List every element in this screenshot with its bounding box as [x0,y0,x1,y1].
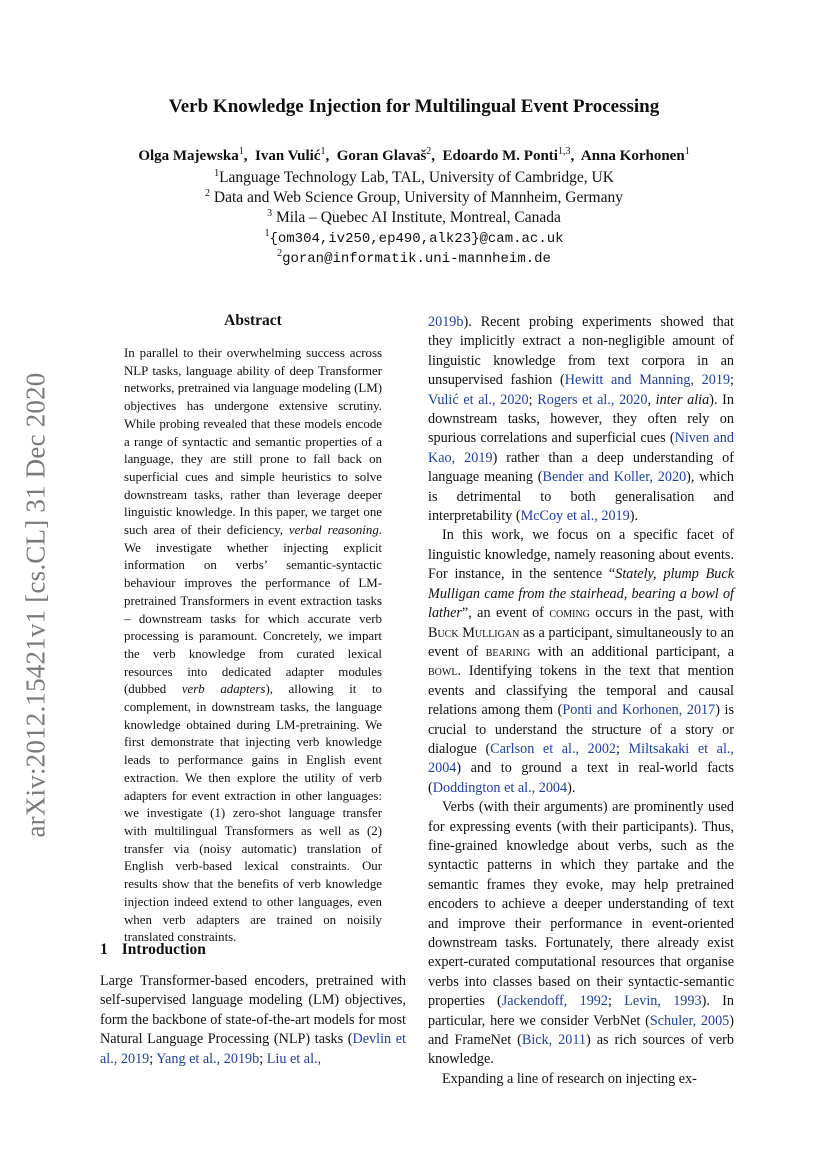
citation-link[interactable]: Miltsakaki et al., 2004 [428,740,734,777]
author: Olga Majewska [138,148,239,164]
author: Edoardo M. Ponti [442,148,558,164]
affiliation-2: $^2$ Data and Web Science Group, University of Mannheim, Germany [205,188,623,207]
email-1: $^1${om304,iv250,ep490,alk23}@cam.ac.uk [264,228,564,248]
citation-link[interactable]: Carlson et al., 2002 [490,740,617,757]
author: Ivan Vulić [254,148,321,164]
citation-link[interactable]: Jackendoff, 1992 [501,993,608,1010]
author-list: Olga Majewska$^1$, Ivan Vulić$^1$, Goran Glavaš$^2$, Edoardo M. Ponti$^{1,3}$, Anna Korhonen$^1$ [138,146,690,164]
paragraph: Expanding a line of research on injecting ex- [442,1070,697,1087]
paragraph: In this work, we focus on a specific facet of linguistic knowledge, namely reasoning about events. For instance, in the sentence “Stately, plump Buck Mulligan came from the stairhead, bearing a bowl of lather”, an event of coming occurs in the past, with Buck Mulligan as a participant, simultaneously to an event of bearing with an additional participant, a bowl. Identifying tokens in the text that mention events and classifying the temporal and causal relations among them (Ponti and Korhonen, 2017) is crucial to understand the structure of a story or dialogue (Carlson et al., 2002; Miltsakaki et al., 2004) and to ground a text in real-world facts (Doddington et al., 2004). [428,527,735,796]
arxiv-id: arXiv:2012.15421v1 [cs.CL] 31 Dec 2020 [20,372,51,838]
paper-title: Verb Knowledge Injection for Multilingual Event Processing [168,96,660,117]
email-2: $^2$goran@informatik.uni-mannheim.de [277,248,551,268]
citation-link[interactable]: Yang et al., 2019b [156,1050,260,1067]
citation-link[interactable]: Liu et al., [266,1050,322,1067]
paragraph: Large Transformer-based encoders, pretrained with self-supervised language modeling (LM) objectives, form the backbone of state-of-the-art models for most Natural Language Processing (NLP) tasks (Devlin et al., 2019; Yang et al., 2019b; Liu et al., [100,973,406,1067]
paragraph: 2019b). Recent probing experiments showed that they implicitly extract a non-negligible amount of linguistic knowledge from text corpora in an unsupervised fashion (Hewitt and Manning, 2019; Vulić et al., 2020; Rogers et al., 2020, inter alia). In downstream tasks, however, they often rely on spurious correlations and superficial cues (Niven and Kao, 2019) rather than a deep understanding of language meaning (Bender and Koller, 2020), which is detrimental to both generalisation and interpretability (McCoy et al., 2019). [428,314,735,525]
citation-link[interactable]: Schuler, 2005 [649,1012,730,1029]
citation-link[interactable]: Rogers et al., 2020 [537,391,648,408]
affiliation-1: $^1$Language Technology Lab, TAL, University of Cambridge, UK [214,168,614,187]
affiliation-3: $^3$ Mila – Quebec AI Institute, Montreal, Canada [267,208,561,227]
citation-link[interactable]: Ponti and Korhonen, 2017 [562,702,716,719]
paragraph: Verbs (with their arguments) are prominently used for expressing events (with their participants). Thus, fine-grained knowledge about verbs, such as the syntactic patterns in which they partake and the semantic frames they evoke, may help pretrained encoders to achieve a deeper understanding of text and improve their performance in event-oriented downstream tasks. Fortunately, there already exist expert-curated computational resources that organise verbs into classes based on their syntactic-semantic properties (Jackendoff, 1992; Levin, 1993). In particular, here we consider VerbNet (Schuler, 2005) and FrameNet (Bick, 2011) as rich sources of verb knowledge. [428,799,734,1068]
citation-link[interactable]: Vulić et al., 2020 [428,391,529,408]
citation-link[interactable]: Bender and Koller, 2020 [542,469,687,486]
abstract-heading: Abstract [224,312,282,329]
citation-link[interactable]: Levin, 1993 [624,993,702,1010]
intro-right-column [428,313,734,1089]
author: Goran Glavaš [336,148,427,164]
citation-link[interactable]: Devlin et al., 2019 [100,1031,406,1067]
intro-left-column [100,972,406,1069]
citation-link[interactable]: Doddington et al., 2004 [432,779,568,796]
citation-link[interactable]: Bick, 2011 [521,1032,587,1049]
citation-link[interactable]: McCoy et al., 2019 [520,508,630,525]
citation-link[interactable]: 2019b [428,314,464,330]
arxiv-sidebar-stamp [5,360,67,850]
citation-link[interactable]: Niven and Kao, 2019 [428,430,734,466]
abstract-text: In parallel to their overwhelming success across NLP tasks, language ability of deep Transformer networks, pretrained via language modeling (LM) objectives has undergone extensive scrutiny. While probing revealed that these models encode a range of syntactic and semantic properties of a language, they are still prone to fall back on superficial cues and simple heuristics to solve downstream tasks, rather than leverage deeper linguistic knowledge. In this paper, we target one such area of their deficiency, verbal reasoning. We investigate whether injecting explicit information on verbs’ semantic-syntactic behaviour improves the performance of LM-pretrained Transformers in event extraction tasks – downstream tasks for which accurate verb processing is paramount. Concretely, we impart the verb knowledge from curated lexical resources into dedicated adapter modules (dubbed verb adapters), allowing it to complement, in downstream tasks, the language knowledge obtained during LM-pretraining. We first demonstrate that injecting verb knowledge leads to performance gains in English event extraction. We then explore the utility of verb adapters for event extraction in other languages: we investigate (1) zero-shot language transfer with multilingual Transformers as well as (2) transfer via (noisy automatic) translation of English verb-based lexical constraints. Our results show that the benefits of verb knowledge injection indeed extend to other languages, even when verb adapters are trained on noisily translated constraints. [124,346,382,945]
citation-link[interactable]: Hewitt and Manning, 2019 [564,372,731,389]
section-heading-introduction: 1 Introduction [100,941,206,958]
author: Anna Korhonen [580,148,685,164]
